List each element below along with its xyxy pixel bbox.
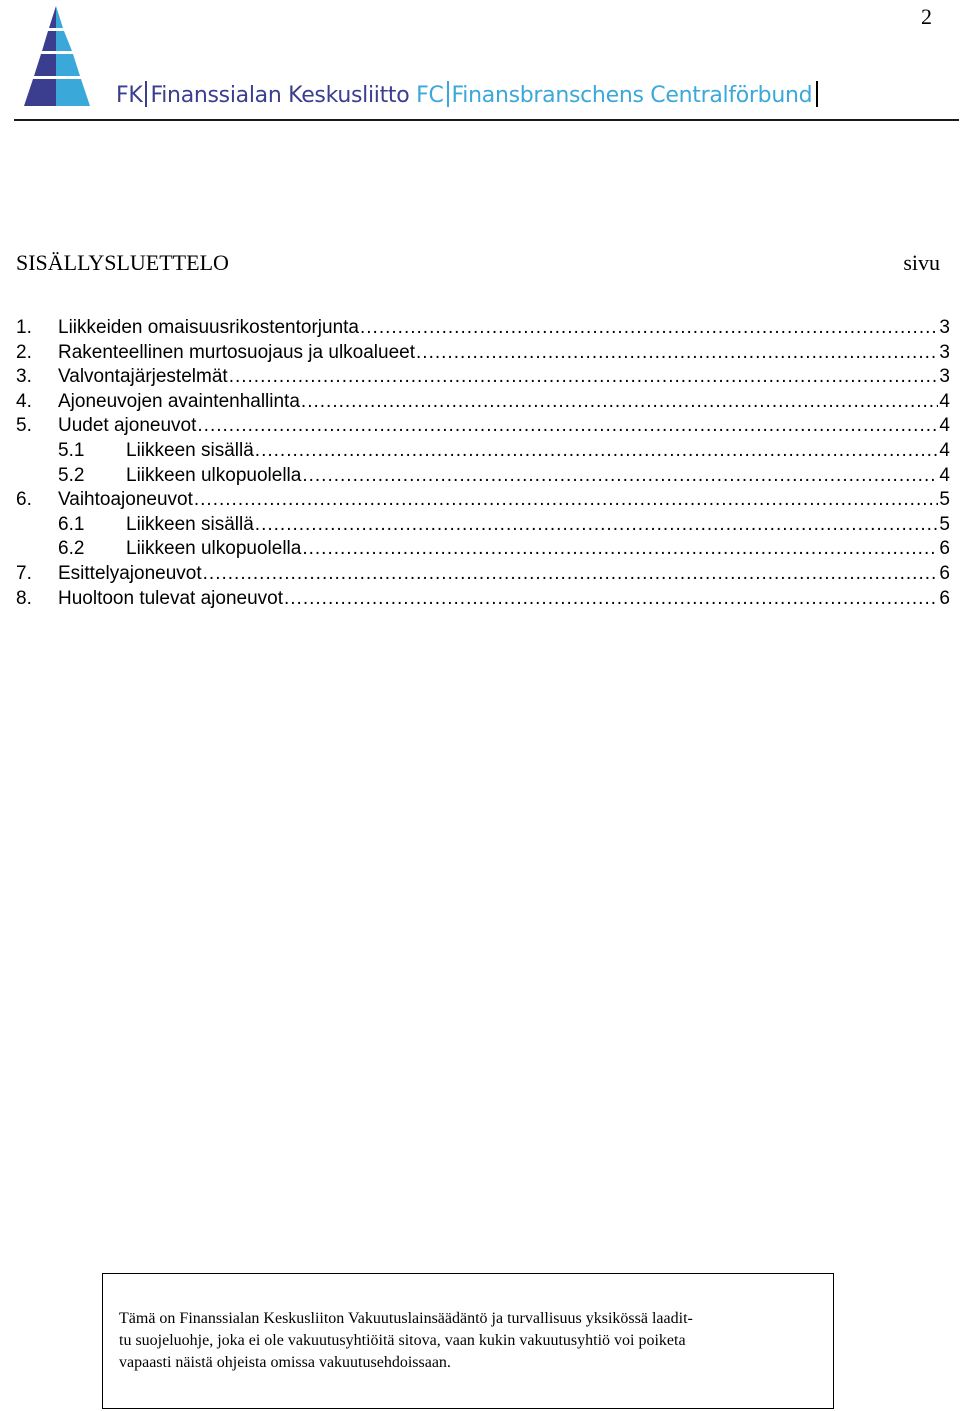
toc-leader-dots [302,537,938,562]
toc-subentry[interactable] [16,464,950,489]
toc-entry-page: 3 [939,341,950,363]
org-fi-abbr: FK [116,83,143,108]
toc-leader-dots [416,341,938,366]
toc-entry-page: 3 [939,366,950,388]
toc-entry-title: Uudet ajoneuvot [58,415,197,437]
toc-entry-title: Liikkeen ulkopuolella [126,538,302,560]
toc-entry-page: 4 [939,439,950,461]
disclaimer-line: vapaasti näistä ohjeista omissa vakuutusehdoissaan. [119,1354,451,1371]
toc-entry[interactable] [16,341,950,366]
toc-leader-dots [229,365,939,390]
disclaimer-box [102,1273,834,1409]
toc-leader-dots [197,414,938,439]
toc-entry-page: 5 [939,513,950,535]
table-of-contents [16,316,950,611]
stepped-triangle-logo-icon [16,6,96,110]
toc-entry-title: Rakenteellinen murtosuojaus ja ulkoalueet [58,341,416,363]
toc-entry-page: 4 [939,464,950,486]
toc-heading-row [16,250,940,276]
toc-entry-number: 1. [16,317,32,338]
toc-entry[interactable] [16,587,950,612]
toc-entry-page: 4 [939,390,950,412]
org-fi-name: Finanssialan Keskusliitto [150,83,410,108]
toc-entry-number: 3. [16,366,32,388]
toc-entry[interactable] [16,390,950,415]
toc-entry-number: 6.1 [58,513,85,535]
toc-page-label: sivu [903,250,940,275]
toc-entry-page: 6 [939,562,950,584]
org-sv-abbr: FC [416,83,444,108]
toc-heading: SISÄLLYSLUETTELO [16,250,229,275]
toc-entry-number: 6. [16,489,32,511]
toc-entry[interactable] [16,562,950,587]
org-sv-name: Finansbranschens Centralförbund [451,83,813,108]
toc-entry-number: 2. [16,341,32,363]
toc-leader-dots [360,316,938,341]
toc-entry-title: Ajoneuvojen avaintenhallinta [58,390,300,412]
toc-leader-dots [302,464,938,489]
toc-entry-page: 6 [939,538,950,560]
toc-entry-page: 5 [939,489,950,511]
toc-entry-title: Valvontajärjestelmät [58,366,228,388]
toc-entry-title: Liikkeen ulkopuolella [126,464,302,486]
toc-leader-dots [284,587,938,612]
toc-entry[interactable] [16,316,950,341]
toc-entry-number: 8. [16,587,32,609]
header-separator [816,81,818,107]
toc-entry-title: Liikkeiden omaisuusrikostentorjunta [58,317,359,338]
toc-leader-dots [255,513,939,538]
toc-leader-dots [255,439,939,464]
disclaimer-text [119,1308,819,1374]
toc-entry-title: Vaihtoajoneuvot [58,489,193,511]
toc-leader-dots [301,390,939,415]
toc-entry[interactable] [16,365,950,390]
disclaimer-line: Tämä on Finanssialan Keskusliiton Vakuutuslainsäädäntö ja turvallisuus yksikössä laadit- [119,1310,693,1327]
toc-entry-page: 3 [939,317,950,338]
toc-leader-dots [194,488,939,513]
toc-leader-dots [203,562,939,587]
toc-entry-number: 5.2 [58,464,85,486]
toc-subentry[interactable] [16,439,950,464]
toc-entry-title: Liikkeen sisällä [126,439,254,461]
header-rule [14,119,959,121]
page-number: 2 [921,4,932,29]
disclaimer-line: tu suojeluohje, joka ei ole vakuutusyhtiöitä sitova, vaan kukin vakuutusyhtiö voi poiketa [119,1332,686,1349]
toc-entry-title: Liikkeen sisällä [126,513,254,535]
toc-entry[interactable] [16,488,950,513]
toc-entry-title: Huoltoon tulevat ajoneuvot [58,587,283,609]
toc-entry-number: 6.2 [58,538,85,560]
toc-entry-number: 4. [16,390,32,412]
toc-entry-title: Esittelyajoneuvot [58,562,202,584]
header-separator [447,81,449,107]
toc-entry-number: 5.1 [58,439,85,461]
header-separator [145,81,147,107]
toc-subentry[interactable] [16,513,950,538]
toc-entry-page: 4 [939,415,950,437]
toc-entry[interactable] [16,414,950,439]
toc-entry-number: 7. [16,562,32,584]
toc-entry-page: 6 [939,587,950,609]
toc-subentry[interactable] [16,537,950,562]
toc-entry-number: 5. [16,415,32,437]
organization-header [116,80,821,112]
